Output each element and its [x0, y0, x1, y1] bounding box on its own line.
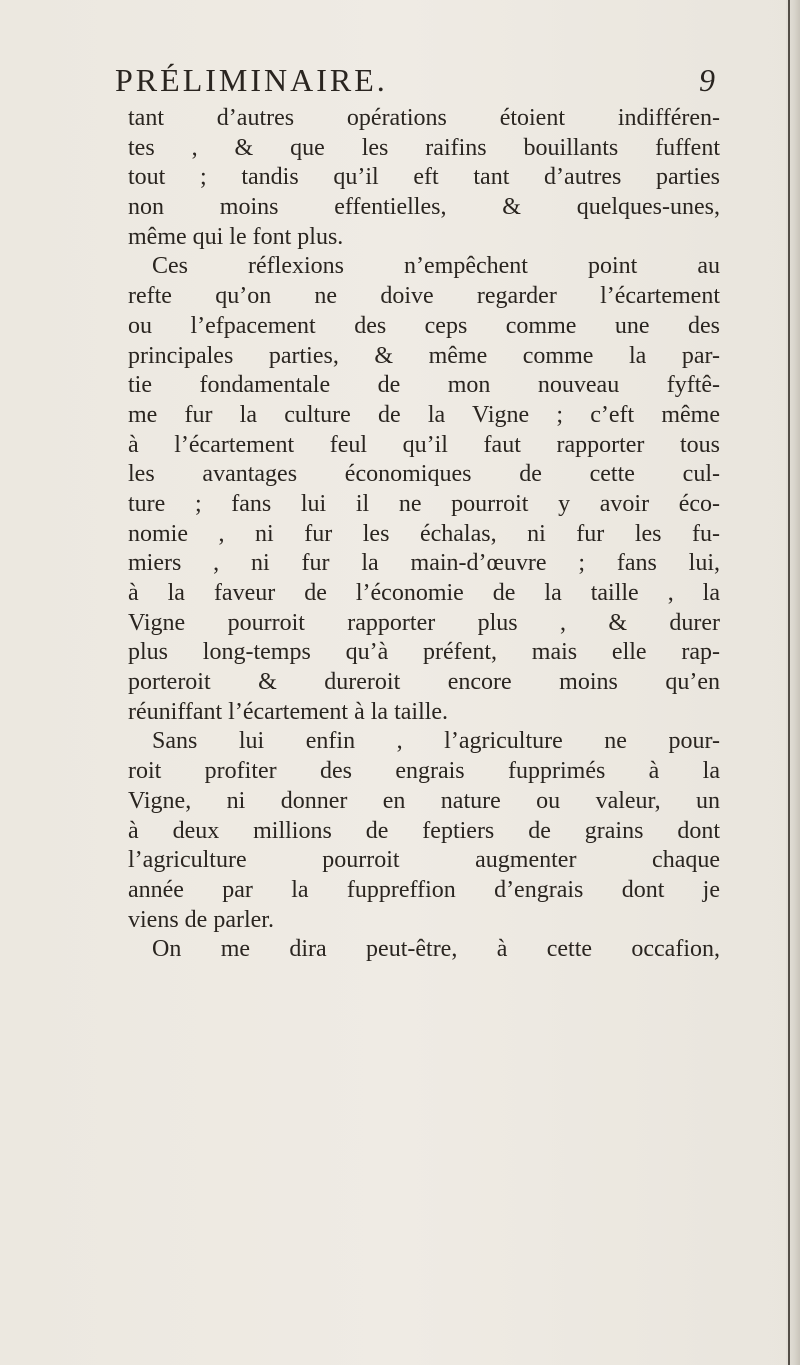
text-line: Vigne pourroit rapporter plus , & durer [128, 609, 720, 636]
text-line: roit profiter des engrais fupprimés à la [128, 758, 720, 785]
text-line: me fur la culture de la Vigne ; c’eft même [128, 401, 720, 428]
text-line: réuniffant l’écartement à la taille. [128, 698, 449, 725]
text-line: Vigne, ni donner en nature ou valeur, un [128, 787, 720, 814]
text-line: miers , ni fur la main-d’œuvre ; fans lui, [128, 550, 720, 577]
page-number: 9 [699, 62, 715, 98]
text-line: ture ; fans lui il ne pourroit y avoir éco- [128, 490, 720, 517]
text-line: tie fondamentale de mon nouveau fyftê- [128, 372, 720, 399]
text-line: tes , & que les raifins bouillants fuffent [128, 134, 720, 161]
page-header [115, 62, 715, 102]
text-line: l’agriculture pourroit augmenter chaque [128, 847, 720, 874]
text-line: principales parties, & même comme la par- [128, 342, 720, 369]
text-line: On me dira peut-être, à cette occafion, [152, 936, 720, 963]
text-line: les avantages économiques de cette cul- [128, 461, 720, 488]
text-line: à deux millions de feptiers de grains dont [128, 817, 720, 844]
text-line: refte qu’on ne doive regarder l’écartement [128, 283, 720, 310]
page-edge [786, 0, 800, 1365]
text-line: non moins effentielles, & quelques-unes, [128, 194, 720, 221]
text-line: tant d’autres opérations étoient indifféren- [128, 105, 720, 131]
text-line: même qui le font plus. [128, 223, 344, 250]
text-line: porteroit & dureroit encore moins qu’en [128, 669, 720, 696]
text-line: Ces réflexions n’empêchent point au [152, 253, 720, 280]
text-line: ou l’efpacement des ceps comme une des [128, 312, 720, 339]
text-line: plus long-temps qu’à préfent, mais elle rap- [128, 639, 720, 666]
text-line: tout ; tandis qu’il eft tant d’autres parties [128, 164, 720, 191]
text-line: à l’écartement feul qu’il faut rapporter tous [128, 431, 720, 458]
text-line: nomie , ni fur les échalas, ni fur les fu- [128, 520, 720, 547]
running-head: PRÉLIMINAIRE. [115, 62, 388, 98]
text-line: viens de parler. [128, 906, 274, 933]
text-line: à la faveur de l’économie de la taille , la [128, 580, 720, 606]
text-line: année par la fuppreffion d’engrais dont je [128, 876, 720, 903]
body-text [128, 104, 720, 965]
text-line: Sans lui enfin , l’agriculture ne pour- [152, 728, 720, 755]
